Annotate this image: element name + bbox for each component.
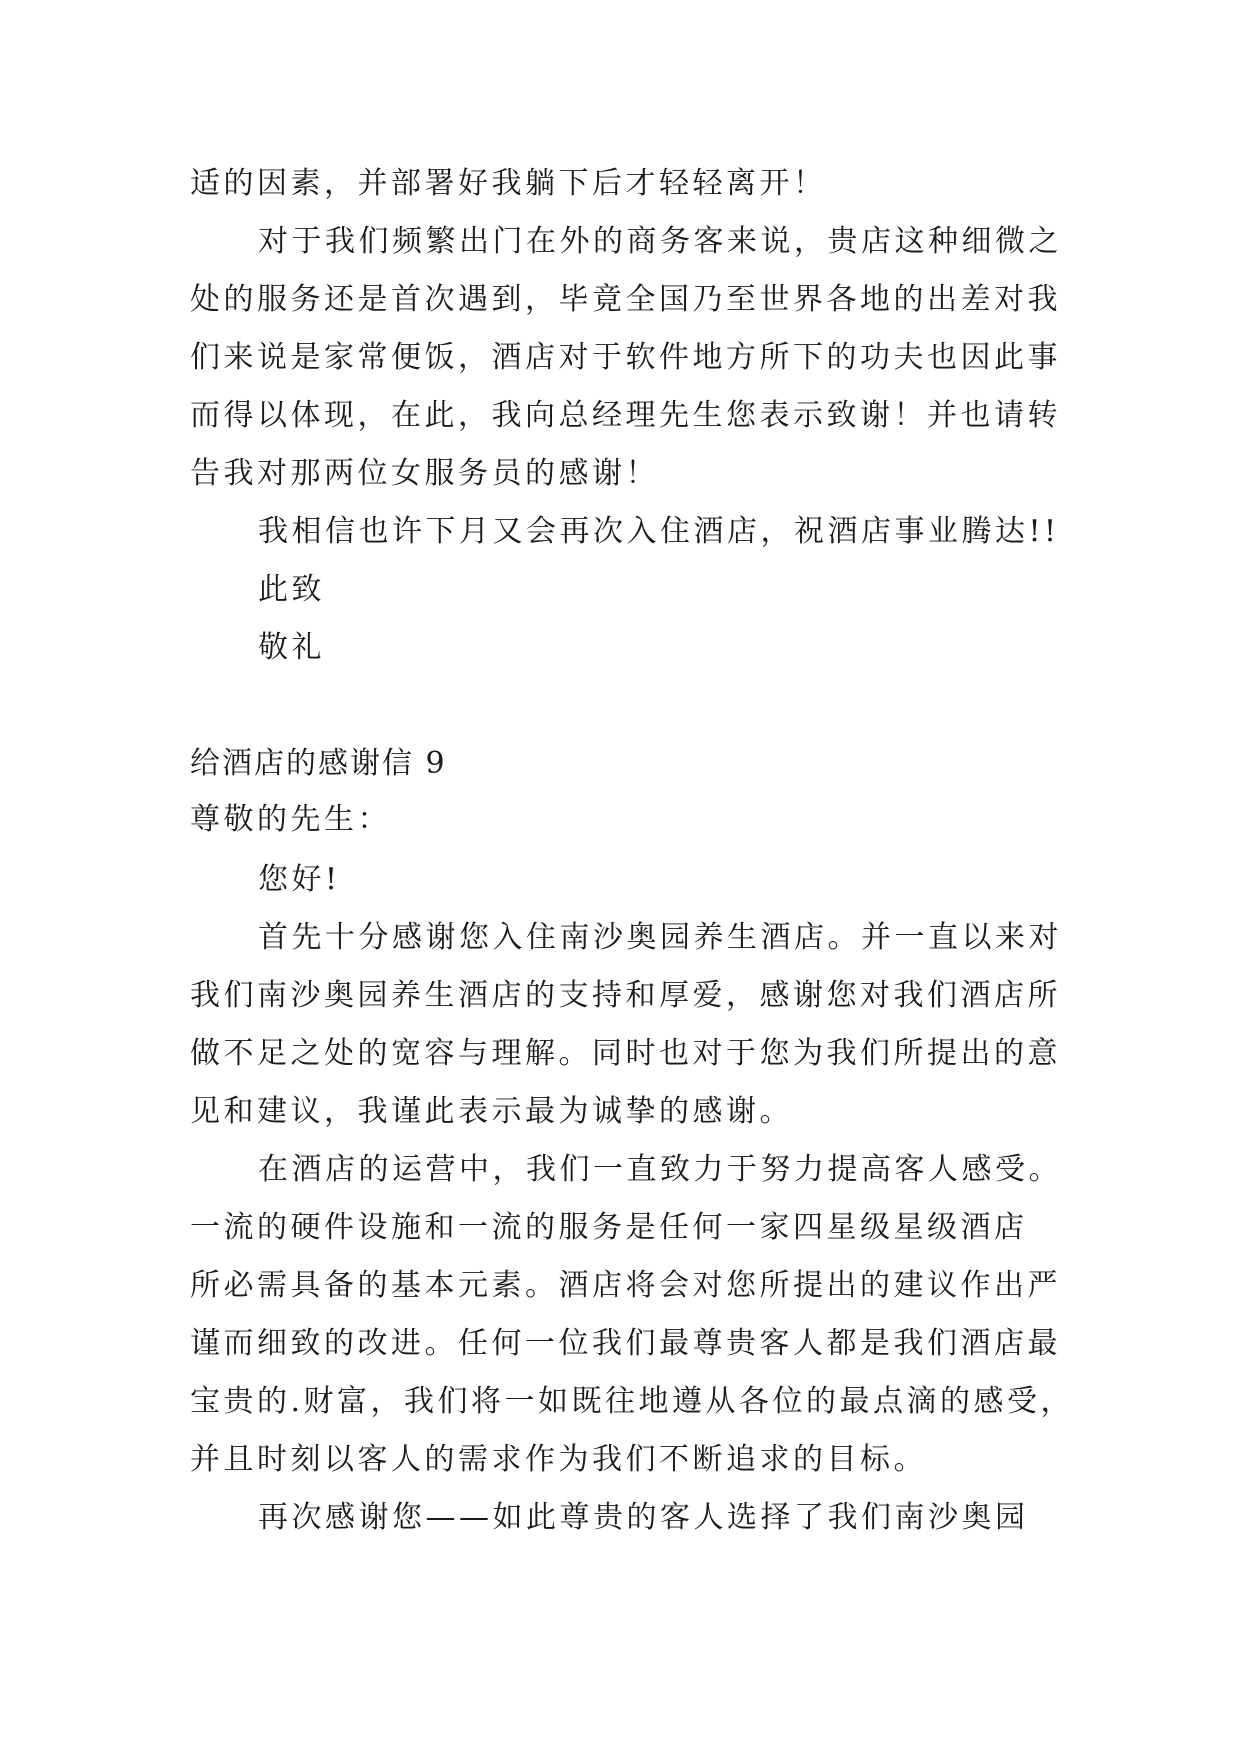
paragraph-line: 们来说是家常便饭，酒店对于软件地方所下的功夫也因此事 bbox=[190, 340, 1061, 375]
paragraph-line: 适的因素，并部署好我躺下后才轻轻离开！ bbox=[190, 166, 827, 201]
paragraph-line: 告我对那两位女服务员的感谢！ bbox=[190, 456, 659, 491]
paragraph-line: 在酒店的运营中，我们一直致力于努力提高客人感受。 bbox=[258, 1152, 1062, 1187]
paragraph-line: 所必需具备的基本元素。酒店将会对您所提出的建议作出严 bbox=[190, 1268, 1061, 1303]
paragraph-line: 见和建议，我谨此表示最为诚挚的感谢。 bbox=[190, 1094, 793, 1129]
greeting: 您好! bbox=[258, 862, 341, 897]
letter-title: 给酒店的感谢信 9 bbox=[190, 746, 447, 781]
paragraph-line: 再次感谢您——如此尊贵的客人选择了我们南沙奥园 bbox=[258, 1500, 1029, 1535]
paragraph-line: 一流的硬件设施和一流的服务是任何一家四星级星级酒店 bbox=[190, 1210, 1028, 1245]
paragraph-line: 谨而细致的改进。任何一位我们最尊贵客人都是我们酒店最 bbox=[190, 1326, 1061, 1361]
paragraph-line: 而得以体现，在此，我向总经理先生您表示致谢！并也请转 bbox=[190, 398, 1061, 433]
salutation: 尊敬的先生： bbox=[190, 802, 391, 837]
paragraph-line: 处的服务还是首次遇到，毕竟全国乃至世界各地的出差对我 bbox=[190, 282, 1061, 317]
paragraph-line: 做不足之处的宽容与理解。同时也对于您为我们所提出的意 bbox=[190, 1036, 1061, 1071]
closing-wish-line: 我相信也许下月又会再次入住酒店，祝酒店事业腾达!! bbox=[258, 514, 1060, 549]
paragraph-line: 首先十分感谢您入住南沙奥园养生酒店。并一直以来对 bbox=[258, 920, 1062, 955]
paragraph-line: 对于我们频繁出门在外的商务客来说，贵店这种细微之 bbox=[258, 224, 1062, 259]
paragraph-line: 我们南沙奥园养生酒店的支持和厚爱，感谢您对我们酒店所 bbox=[190, 978, 1061, 1013]
closing-cizhi: 此致 bbox=[258, 572, 325, 607]
paragraph-line: 宝贵的.财富，我们将一如既往地遵从各位的最点滴的感受， bbox=[190, 1384, 1075, 1419]
paragraph-line: 并且时刻以客人的需求作为我们不断追求的目标。 bbox=[190, 1442, 927, 1477]
closing-jingli: 敬礼 bbox=[258, 630, 325, 665]
